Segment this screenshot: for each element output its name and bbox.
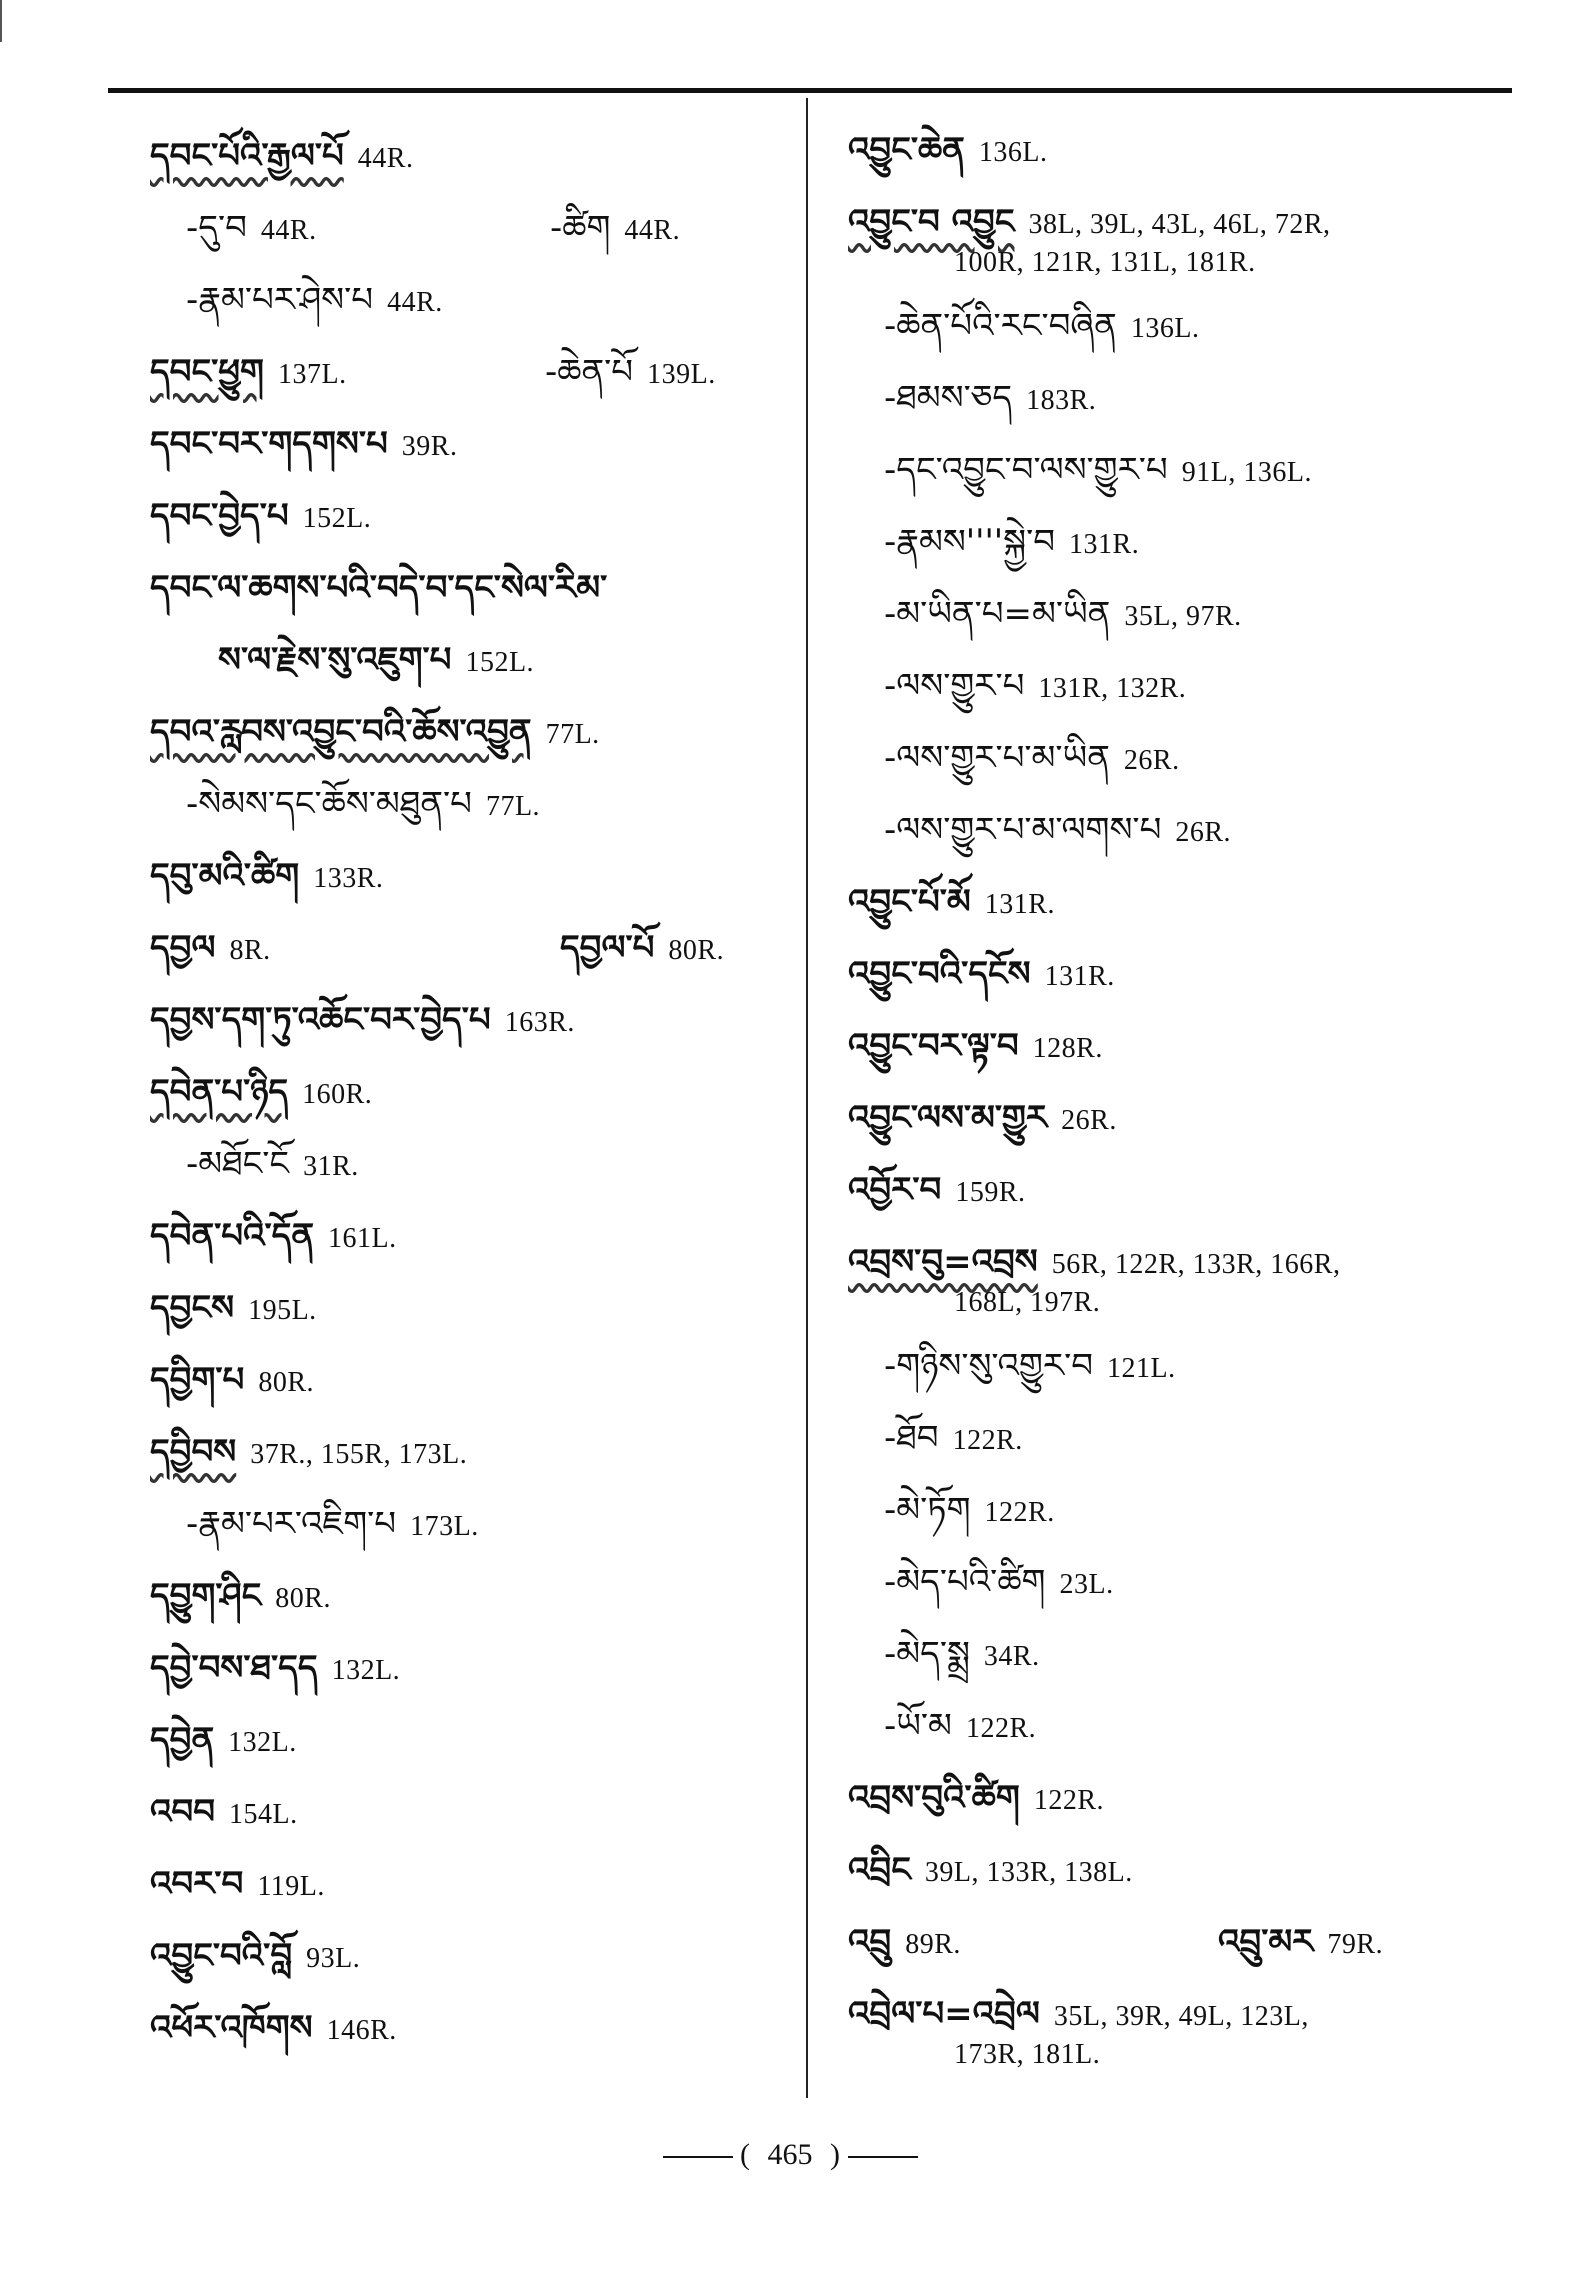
entry: -གཉིས་སུ་འགྱུར་བ 121L. xyxy=(884,1346,1176,1386)
entry: -ལས་གྱུར་པ 131R, 132R. xyxy=(884,666,1187,706)
entry: -རྣམ་པར་འཇིག་པ 173L. xyxy=(186,1504,479,1544)
entry: དབྱལ 8R. xyxy=(150,928,271,968)
entry: འབར་བ 119L. xyxy=(150,1864,325,1904)
entry-continuation: 168L, 197R. xyxy=(954,1287,1101,1318)
entry: འབྲེལ་པ=འབྲེལ 35L, 39R, 49L, 123L, xyxy=(848,1994,1309,2034)
entry: འབྱུང་བར་ལྟ་བ 128R. xyxy=(848,1026,1103,1066)
entry: དབང་བྱེད་པ 152L. xyxy=(150,496,372,536)
entry: དབྱིག་པ 80R. xyxy=(150,1360,315,1400)
folio-rule-left xyxy=(663,2156,733,2158)
top-rule xyxy=(108,88,1512,93)
margin-mark xyxy=(0,0,2,42)
entry: འབྲིང 39L, 133R, 138L. xyxy=(848,1850,1133,1890)
entry: འབྱུང་པོ་མོ 131R. xyxy=(848,882,1055,922)
entry: འབབ 154L. xyxy=(150,1792,298,1832)
entry: དབའ་རླབས་འབྱུང་བའི་ཆོས་འབྱུན 77L. xyxy=(150,712,600,752)
entry: -རྣམ་པར་ཤེས་པ 44R. xyxy=(186,280,443,320)
entry: -ཆེན་པོའི་རང་བཞིན 136L. xyxy=(884,306,1200,346)
entry: འབྲུ 89R. xyxy=(848,1922,961,1962)
entry: -མེ་ཏོག 122R. xyxy=(884,1490,1055,1530)
entry: དབང་ཕྱུག 137L. xyxy=(150,352,347,392)
entry: འབྱུང་བའི་དངོས 131R. xyxy=(848,954,1115,994)
entry: འཕོར་འཁོགས 146R. xyxy=(150,2008,397,2048)
entry-continuation: 100R, 121R, 131L, 181R. xyxy=(954,247,1256,278)
entry: -ཚིག 44R. xyxy=(550,208,681,248)
entry: དབེན་པའི་དོན 161L. xyxy=(150,1216,397,1256)
entry: འབྲས་བུ=འབྲས 56R, 122R, 133R, 166R, xyxy=(848,1242,1341,1282)
entry: -མེད་སྨྲ 34R. xyxy=(884,1634,1040,1674)
entry: -ལས་གྱུར་པ་མ་ཡིན 26R. xyxy=(884,738,1180,778)
entry: དབྱེན 132L. xyxy=(150,1720,297,1760)
entry: དབེན་པ་ཉིད 160R. xyxy=(150,1072,373,1112)
entry: -ཆེན་པོ 139L. xyxy=(545,352,716,392)
folio-close-paren: ) xyxy=(830,2138,840,2171)
entry: -ལས་གྱུར་པ་མ་ལགས་པ 26R. xyxy=(884,810,1232,850)
entry: -མ་ཡིན་པ=མ་ཡིན 35L, 97R. xyxy=(884,594,1242,634)
entry: དབང་བར་གདགས་པ 39R. xyxy=(150,424,458,464)
entry: -མེད་པའི་ཚིག 23L. xyxy=(884,1562,1114,1602)
entry: དབྱངས 195L. xyxy=(150,1288,317,1328)
entry: དབྱེ་བས་ཐ་དད 132L. xyxy=(150,1648,401,1688)
entry: འབྱུང་བ འབྱུང 38L, 39L, 43L, 46L, 72R, xyxy=(848,202,1331,242)
entry: དབྱས་དག་ཏུ་འཆོང་བར་བྱེད་པ 163R. xyxy=(150,1000,575,1040)
entry: དབྱུག་ཤིང 80R. xyxy=(150,1576,331,1616)
entry: དབྱིབས 37R., 155R, 173L. xyxy=(150,1432,468,1472)
entry: -མཐོང་ངོ 31R. xyxy=(186,1144,359,1184)
entry: -སེམས་དང་ཆོས་མཐུན་པ 77L. xyxy=(186,784,541,824)
entry: འབྲུ་མར 79R. xyxy=(1218,1922,1384,1962)
entry: འབྱོར་བ 159R. xyxy=(848,1170,1026,1210)
entry: དབྱལ་པོ 80R. xyxy=(560,928,725,968)
folio-rule-right xyxy=(848,2156,918,2158)
entry-continuation: 173R, 181L. xyxy=(954,2039,1101,2070)
entry: -ཐོབ 122R. xyxy=(884,1418,1023,1458)
folio-open-paren: ( xyxy=(740,2138,750,2171)
folio-number: 465 xyxy=(767,2138,813,2171)
entry: དབུ་མའི་ཚིག 133R. xyxy=(150,856,384,896)
entry: འབྱུང་ལས་མ་གྱུར 26R. xyxy=(848,1098,1117,1138)
entry: -དུ་བ 44R. xyxy=(186,208,317,248)
column-divider xyxy=(806,98,808,2098)
entry: -རྣམས''''སྐྱེ་བ 131R. xyxy=(884,522,1140,562)
entry: -ཐམས་ཅད 183R. xyxy=(884,378,1097,418)
entry: -ཡོ་མ 122R. xyxy=(884,1706,1037,1746)
entry: དབང་པོའི་རྒྱལ་པོ 44R. xyxy=(150,136,414,176)
entry: ས་ལ་རྗེས་སུ་འཇུག་པ 152L. xyxy=(218,640,535,680)
entry: འབྱུང་བའི་བློ 93L. xyxy=(150,1936,361,1976)
page-number xyxy=(0,2138,1580,2172)
entry: -དང་འབྱུང་བ་ལས་གྱུར་པ 91L, 136L. xyxy=(884,450,1312,490)
entry: འབྲས་བུའི་ཚིག 122R. xyxy=(848,1778,1104,1818)
entry: དབང་ལ་ཆགས་པའི་བདེ་བ་དང་སེལ་རིམ་ xyxy=(150,568,608,608)
entry: འབྱུང་ཆེན 136L. xyxy=(848,130,1048,170)
